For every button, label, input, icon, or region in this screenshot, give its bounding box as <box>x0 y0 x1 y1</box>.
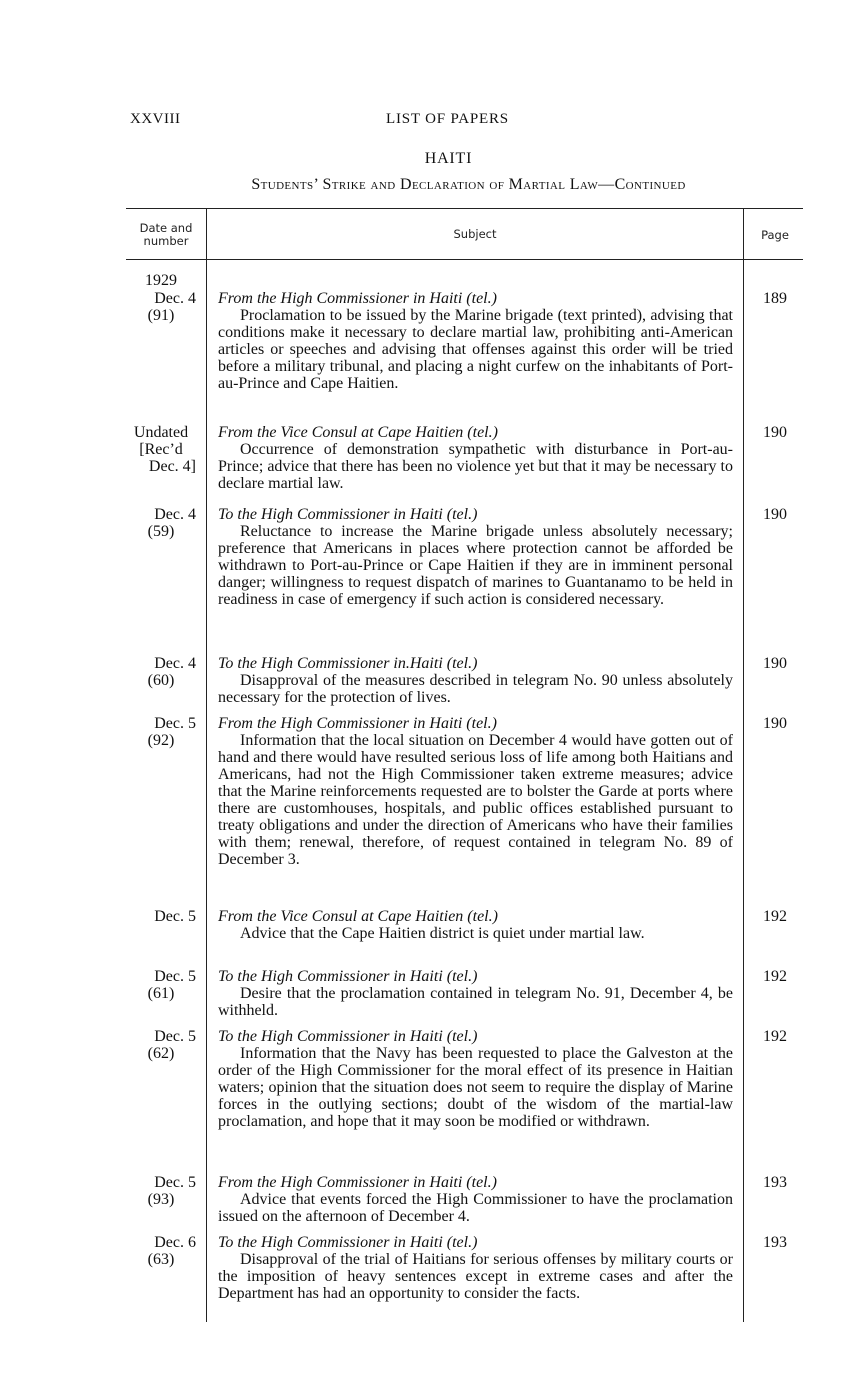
page-number-roman: XXVIII <box>130 111 181 127</box>
entry-subject <box>218 290 733 392</box>
entry-source: From the High Commissioner in Haiti (tel.) <box>218 290 497 307</box>
entry-summary: Information that the Navy has been requested to place the Galveston at the order of the High Commissioner for the moral effect of its presence in Haitian waters; opinion that the situation does not seem to require the display of Marine forces in the outlying sections; doubt of the wisdom of the martial-law proclamation, and hope that it may soon be modified or withdrawn. <box>218 1045 733 1130</box>
entry-summary: Advice that the Cape Haitien district is quiet under martial law. <box>240 925 645 942</box>
entry-date-line: Dec. 4 <box>154 290 196 307</box>
entry-page-number: 190 <box>763 424 787 441</box>
entry-date-line: (92) <box>147 732 175 749</box>
table-top-rule <box>126 208 803 209</box>
entry-summary: Occurrence of demonstration sympathetic with disturbance in Port-au-Prince; advice that there has been no violence yet but that it may be necessary to declare martial law. <box>218 441 733 492</box>
entry-summary: Disapproval of the measures described in telegram No. 90 unless absolutely necessary for the protection of lives. <box>218 672 733 706</box>
entry-summary: Information that the local situation on December 4 would have gotten out of hand and there would have resulted serious loss of life among both Haitians and Americans, had not the High Commissioner taken extreme measures; advice that the Marine reinforcements requested are to bolster the Garde at ports where there are customhouses, hospitals, and public offices established pursuant to treaty obligations and under the direction of Americans who have their families with them; renewal, therefore, of request contained in telegram No. 89 of December 3. <box>218 732 733 868</box>
entry-date-line: [Rec’d <box>139 441 183 458</box>
entry-date-line: Dec. 5 <box>154 1028 196 1045</box>
entry-summary: Proclamation to be issued by the Marine brigade (text printed), advising that conditions make it necessary to declare martial law, prohibiting anti-American articles or speeches and advising that offenses against this order will be tried before a military tribunal, and placing a night curfew on the inhabitants of Port-au-Prince and Cape Haitien. <box>218 307 733 392</box>
entry-source: To the High Commissioner in Haiti (tel.) <box>218 506 478 523</box>
table-header-rule <box>126 259 803 260</box>
entry-source: From the High Commissioner in Haiti (tel.) <box>218 715 497 732</box>
entry-date-line: (60) <box>147 672 175 689</box>
entry-date <box>126 968 196 1002</box>
entry-source: To the High Commissioner in.Haiti (tel.) <box>218 655 478 672</box>
entry-date-line: Undated <box>133 424 189 441</box>
entry-date-line: Dec. 6 <box>154 1234 196 1251</box>
entry-subject <box>218 1234 733 1302</box>
entry-date-line: (91) <box>147 307 175 324</box>
entry-date-line: Dec. 4 <box>154 655 196 672</box>
entry-source: From the Vice Consul at Cape Haitien (tel.) <box>218 424 498 441</box>
entry-source: From the Vice Consul at Cape Haitien (tel.) <box>218 908 498 925</box>
year-label: 1929 <box>145 272 177 289</box>
entry-summary: Advice that events forced the High Commissioner to have the proclamation issued on the afternoon of December 4. <box>218 1191 733 1225</box>
entry-subject <box>218 1028 733 1130</box>
column-header-subject: Subject <box>453 227 497 241</box>
entry-page-number: 192 <box>763 968 787 985</box>
entry-page-number: 190 <box>763 715 787 732</box>
entry-page-number: 193 <box>763 1234 787 1251</box>
entry-date <box>126 506 196 540</box>
entry-date-line: Dec. 5 <box>154 715 196 732</box>
entry-page-number: 192 <box>763 908 787 925</box>
entry-date-line: (59) <box>147 523 175 540</box>
entry-date <box>126 1028 196 1062</box>
entry-page-number: 192 <box>763 1028 787 1045</box>
entry-summary: Disapproval of the trial of Haitians for serious offenses by military courts or the imposition of heavy sentences except in extreme cases and after the Department has had an opportunity to consider the facts. <box>218 1251 733 1302</box>
entry-summary: Desire that the proclamation contained in telegram No. 91, December 4, be withheld. <box>218 985 733 1019</box>
entry-date <box>126 290 196 324</box>
entry-date <box>126 655 196 689</box>
entry-page-number: 193 <box>763 1174 787 1191</box>
column-header-date: Date and number <box>139 221 193 248</box>
entry-subject <box>218 968 733 1019</box>
entry-page-number: 190 <box>763 655 787 672</box>
entry-subject <box>218 908 733 942</box>
entry-date <box>126 908 196 925</box>
entry-date-line: (93) <box>147 1191 175 1208</box>
entry-date-line: Dec. 5 <box>154 908 196 925</box>
section-heading: Students’ Strike and Declaration of Martial Law—Continued <box>251 176 686 193</box>
entry-date-line: (61) <box>147 985 175 1002</box>
entry-subject <box>218 506 733 608</box>
entry-source: To the High Commissioner in Haiti (tel.) <box>218 1234 478 1251</box>
entry-subject <box>218 1174 733 1225</box>
entry-date <box>126 1234 196 1268</box>
entry-date-line: Dec. 4] <box>148 458 196 475</box>
entry-date-line: (63) <box>147 1251 175 1268</box>
entry-date <box>126 424 196 475</box>
entry-date <box>126 1174 196 1208</box>
entry-summary: Reluctance to increase the Marine brigade unless absolutely necessary; preference that Americans in places where protection cannot be afforded be withdrawn to Port-au-Prince or Cape Haitien if they are in imminent personal danger; willingness to request dispatch of marines to Guantanamo to be held in readiness in case of emergency if such action is considered necessary. <box>218 523 733 608</box>
entry-date <box>126 715 196 749</box>
entry-subject <box>218 655 733 706</box>
entry-date-line: Dec. 4 <box>154 506 196 523</box>
column-divider-left <box>206 209 207 1322</box>
country-heading: HAITI <box>424 150 473 167</box>
entry-date-line: (62) <box>147 1045 175 1062</box>
entry-date-line: Dec. 5 <box>154 968 196 985</box>
entry-subject <box>218 715 733 868</box>
running-title: LIST OF PAPERS <box>386 111 509 127</box>
entry-subject <box>218 424 733 492</box>
entry-source: To the High Commissioner in Haiti (tel.) <box>218 1028 478 1045</box>
entry-page-number: 190 <box>763 506 787 523</box>
column-divider-right <box>743 209 744 1322</box>
entry-page-number: 189 <box>763 290 787 307</box>
entry-date-line: Dec. 5 <box>154 1174 196 1191</box>
entry-source: To the High Commissioner in Haiti (tel.) <box>218 968 478 985</box>
column-header-page: Page <box>761 228 789 242</box>
entry-source: From the High Commissioner in Haiti (tel.) <box>218 1174 497 1191</box>
